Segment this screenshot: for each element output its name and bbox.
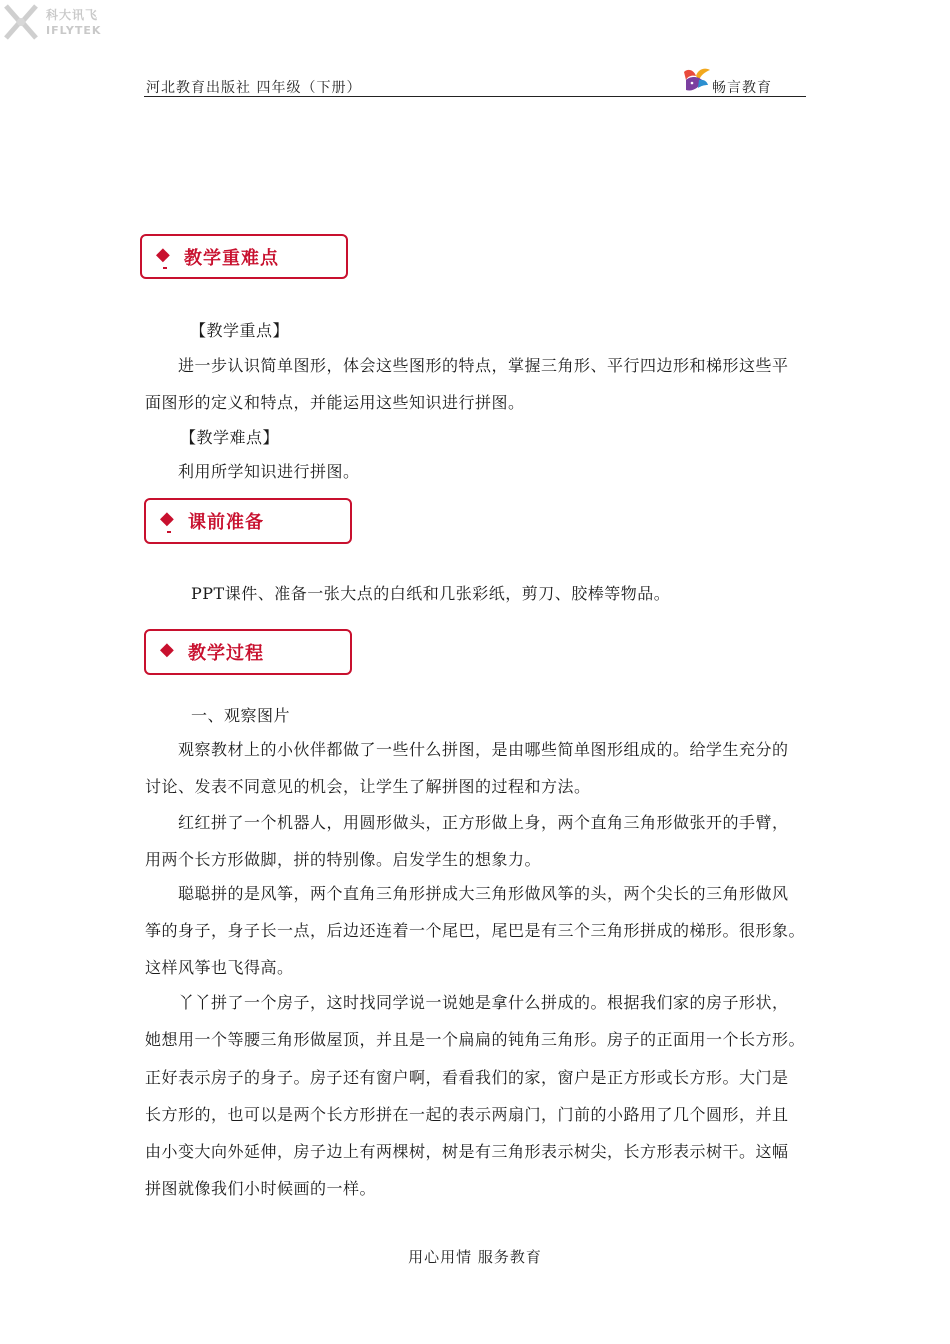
paragraph-line: 观察教材上的小伙伴都做了一些什么拼图，是由哪些简单图形组成的。给学生充分的 — [178, 740, 789, 759]
section-title: 教学重难点 — [184, 248, 279, 269]
section-heading-key-points — [140, 234, 348, 279]
paragraph-line: 由小变大向外延伸，房子边上有两棵树，树是有三角形表示树尖，长方形表示树干。这幅 — [145, 1142, 789, 1161]
header-brand: 畅言教育 — [712, 80, 772, 96]
section-heading-process — [144, 629, 352, 675]
section-tick-mark — [167, 531, 171, 533]
paragraph-line: 利用所学知识进行拼图。 — [178, 462, 360, 481]
watermark-brand-en: IFLYTEK — [46, 24, 102, 37]
diamond-bullet-icon: ◆ — [160, 639, 174, 660]
section-title: 课前准备 — [188, 512, 264, 533]
paragraph-line: 用两个长方形做脚，拼的特别像。启发学生的想象力。 — [145, 850, 542, 869]
header-divider — [144, 96, 806, 97]
key-point-label: 【教学重点】 — [190, 321, 290, 340]
section-tick-mark — [163, 267, 167, 269]
paragraph-line: 这样风筝也飞得高。 — [145, 958, 294, 977]
iflytek-logo-icon — [2, 2, 42, 42]
paragraph-line: 她想用一个等腰三角形做屋顶，并且是一个扁扁的钝角三角形。房子的正面用一个长方形。 — [145, 1030, 806, 1049]
subheading: 一、观察图片 — [191, 706, 291, 725]
paragraph-line: 长方形的，也可以是两个长方形拼在一起的表示两扇门，门前的小路用了几个圆形，并且 — [145, 1105, 789, 1124]
paragraph-line: 面图形的定义和特点，并能运用这些知识进行拼图。 — [145, 393, 525, 412]
changyan-bird-logo-icon — [678, 66, 712, 94]
diamond-bullet-icon: ◆ — [160, 508, 174, 529]
section-heading-preparation — [144, 498, 352, 544]
difficulty-label: 【教学难点】 — [180, 428, 280, 447]
paragraph-line: 丫丫拼了一个房子，这时找同学说一说她是拿什么拼成的。根据我们家的房子形状， — [178, 993, 789, 1012]
paragraph-line: 讨论、发表不同意见的机会，让学生了解拼图的过程和方法。 — [145, 777, 591, 796]
paragraph-line: 正好表示房子的身子。房子还有窗户啊，看看我们的家，窗户是正方形或长方形。大门是 — [145, 1068, 789, 1087]
header-publisher: 河北教育出版社 四年级（下册） — [146, 80, 362, 96]
paragraph-line: 红红拼了一个机器人，用圆形做头，正方形做上身，两个直角三角形做张开的手臂， — [178, 813, 789, 832]
paragraph-line: 进一步认识简单图形，体会这些图形的特点，掌握三角形、平行四边形和梯形这些平 — [178, 356, 789, 375]
section-title: 教学过程 — [188, 643, 264, 664]
diamond-bullet-icon: ◆ — [156, 244, 170, 265]
paragraph-line: PPT课件、准备一张大点的白纸和几张彩纸，剪刀、胶棒等物品。 — [191, 584, 671, 603]
paragraph-line: 拼图就像我们小时候画的一样。 — [145, 1179, 377, 1198]
iflytek-watermark — [2, 2, 122, 42]
paragraph-line: 筝的身子，身子长一点，后边还连着一个尾巴，尾巴是有三个三角形拼成的梯形。很形象。 — [145, 921, 806, 940]
paragraph-line: 聪聪拼的是风筝，两个直角三角形拼成大三角形做风筝的头，两个尖长的三角形做风 — [178, 884, 789, 903]
watermark-brand-cn: 科大讯飞 — [46, 8, 99, 22]
page-footer: 用心用情 服务教育 — [408, 1248, 542, 1266]
